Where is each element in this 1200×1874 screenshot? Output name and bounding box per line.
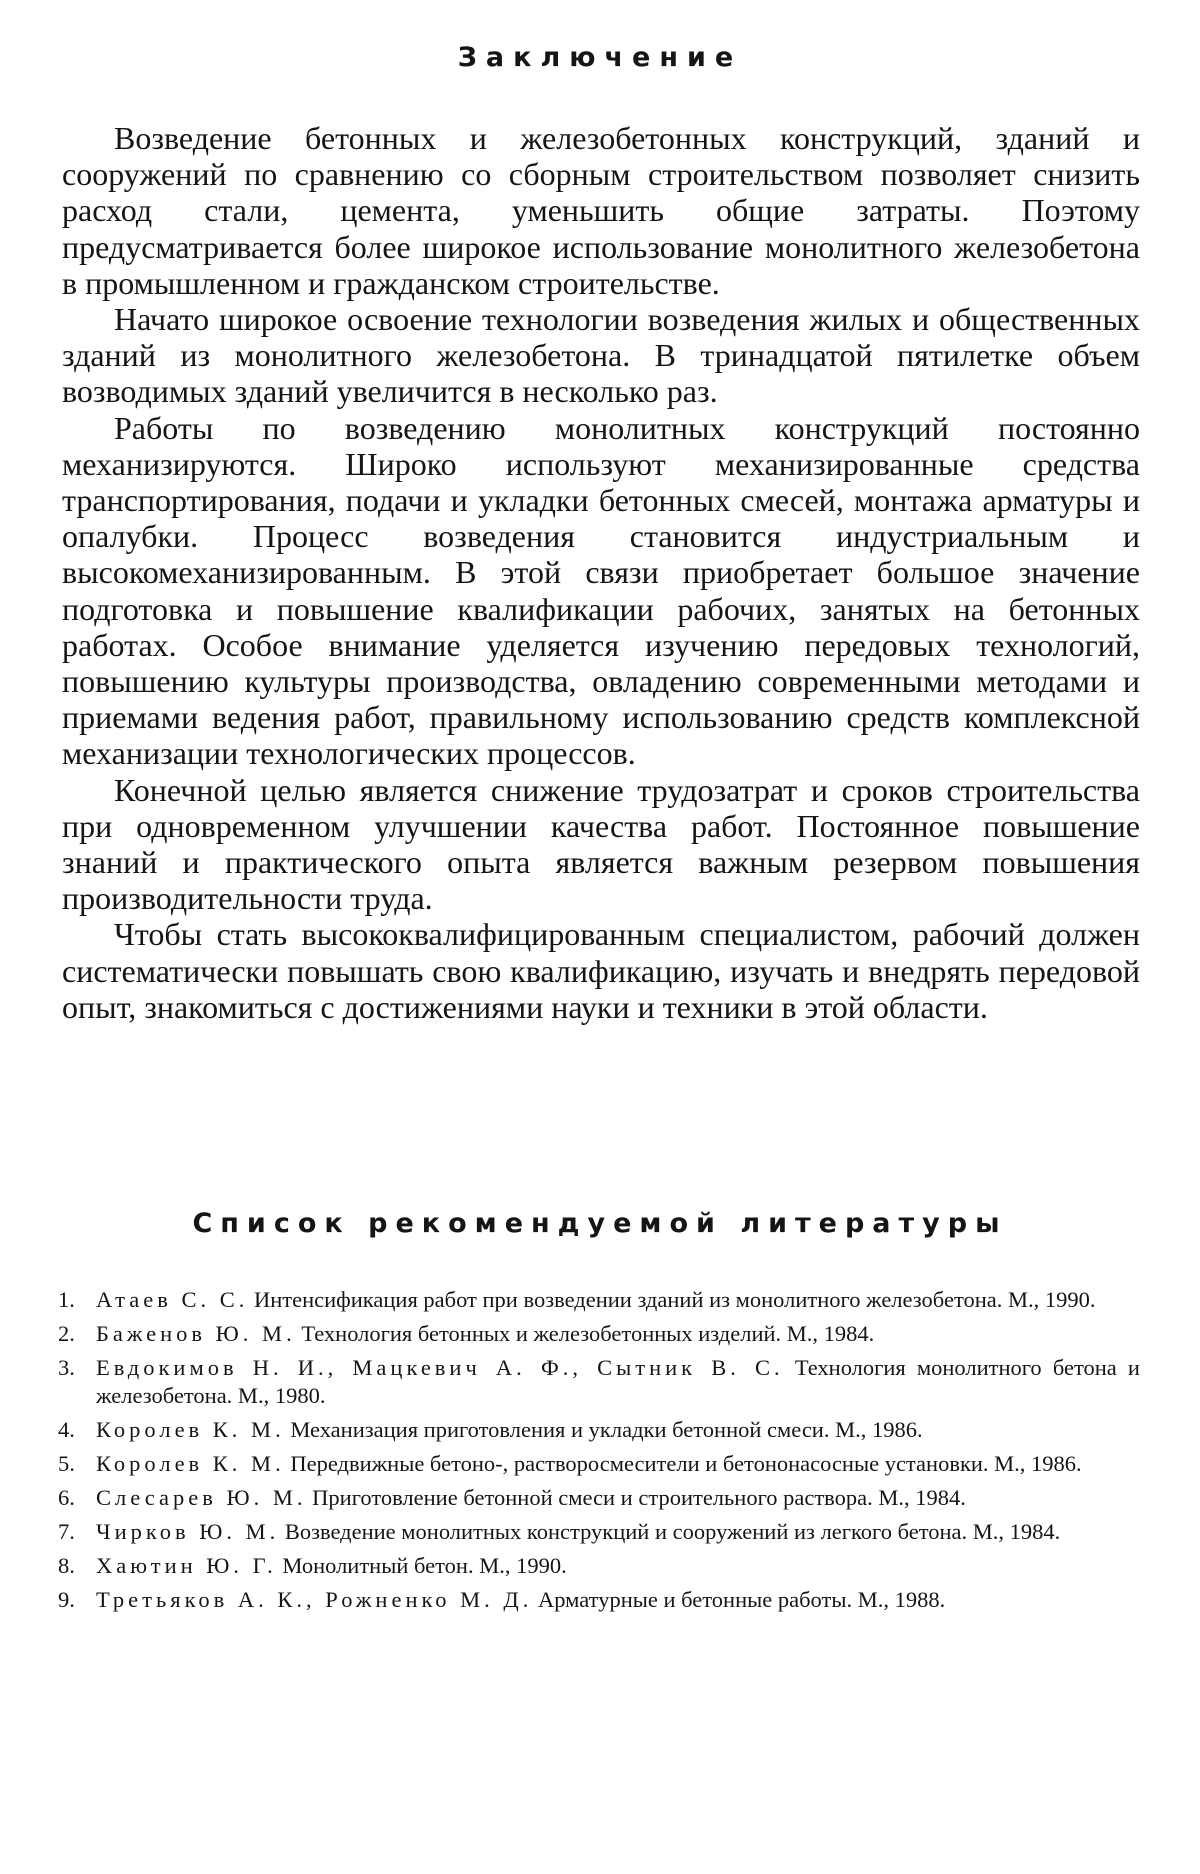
reference-text: Технология монолитного бетона и железобетона. М., 1980.	[96, 1355, 1140, 1408]
reference-item	[58, 1518, 1140, 1546]
reference-number: 6.	[58, 1484, 75, 1510]
reference-author: Слесарев Ю. М.	[96, 1484, 307, 1510]
conclusion-paragraph: Начато широкое освоение технологии возведения жилых и общественных зданий из монолитного железобетона. В тринадцатой пятилетке объем возводимых зданий увеличится в несколько раз.	[62, 301, 1140, 410]
reference-author: Хаютин Ю. Г.	[96, 1552, 277, 1578]
reference-item	[58, 1450, 1140, 1478]
reference-number: 7.	[58, 1518, 75, 1544]
references-heading: Список рекомендуемой литературы	[192, 1208, 1008, 1239]
reference-item	[58, 1586, 1140, 1614]
reference-author: Третьяков А. К., Рожненко М. Д.	[96, 1586, 533, 1612]
reference-author: Королев К. М.	[96, 1416, 285, 1442]
conclusion-heading: Заключение	[457, 42, 743, 73]
reference-item	[58, 1320, 1140, 1348]
reference-number: 3.	[58, 1355, 75, 1380]
reference-text: Арматурные и бетонные работы. М., 1988.	[532, 1586, 946, 1612]
reference-text: Механизация приготовления и укладки бетонной смеси. М., 1986.	[284, 1416, 923, 1442]
reference-number: 2.	[58, 1321, 75, 1346]
reference-text: Интенсификация работ при возведении зданий из монолитного железобетона. М., 1990.	[248, 1287, 1096, 1312]
reference-number: 4.	[58, 1416, 75, 1442]
conclusion-paragraph: Конечной целью является снижение трудозатрат и сроков строительства при одновременном улучшении качества работ. Постоянное повышение знаний и практического опыта является важным резервом повышения производительности труда.	[62, 771, 1140, 917]
reference-author: Баженов Ю. М.	[96, 1321, 296, 1346]
reference-number: 5.	[58, 1450, 75, 1476]
reference-text: Технология бетонных и железобетонных изделий. М., 1984.	[295, 1321, 875, 1346]
reference-number: 8.	[58, 1552, 75, 1578]
conclusion-body	[62, 120, 1140, 1025]
reference-text: Приготовление бетонной смеси и строительного раствора. М., 1984.	[306, 1484, 966, 1510]
references-list	[58, 1286, 1140, 1620]
reference-author: Чирков Ю. М.	[96, 1518, 280, 1544]
reference-item	[58, 1416, 1140, 1444]
reference-author: Королев К. М.	[96, 1450, 285, 1476]
reference-text: Передвижные бетоно-, растворосмесители и бетононасосные установки. М., 1986.	[284, 1450, 1082, 1476]
reference-item	[58, 1552, 1140, 1580]
reference-item	[58, 1286, 1140, 1314]
reference-author: Атаев С. С.	[96, 1287, 249, 1312]
reference-author: Евдокимов Н. И., Мацкевич А. Ф., Сытник В. С.	[96, 1355, 784, 1380]
conclusion-paragraph: Чтобы стать высококвалифицированным специалистом, рабочий должен систематически повышать свою квалификацию, изучать и внедрять передовой опыт, знакомиться с достижениями науки и техники в этой области.	[62, 916, 1140, 1025]
conclusion-paragraph: Возведение бетонных и железобетонных конструкций, зданий и сооружений по сравнению со сборным строительством позволяет снизить расход стали, цемента, уменьшить общие затраты. Поэтому предусматривается более широкое использование монолитного железобетона в промышленном и гражданском строительстве.	[62, 120, 1140, 301]
reference-text: Монолитный бетон. М., 1990.	[276, 1552, 567, 1578]
reference-number: 1.	[58, 1287, 75, 1312]
reference-item	[58, 1354, 1140, 1409]
reference-number: 9.	[58, 1586, 75, 1612]
reference-text: Возведение монолитных конструкций и сооружений из легкого бетона. М., 1984.	[279, 1518, 1061, 1544]
conclusion-paragraph: Работы по возведению монолитных конструкций постоянно механизируются. Широко используют механизированные средства транспортирования, подачи и укладки бетонных смесей, монтажа арматуры и опалубки. Процесс возведения становится индустриальным и высокомеханизированным. В этой связи приобретает большое значение подготовка и повышение квалификации рабочих, занятых на бетонных работах. Особое внимание уделяется изучению передовых технологий, повышению культуры производства, овладению современными методами и приемами ведения работ, правильному использованию средств комплексной механизации технологических процессов.	[62, 409, 1140, 772]
reference-item	[58, 1484, 1140, 1512]
